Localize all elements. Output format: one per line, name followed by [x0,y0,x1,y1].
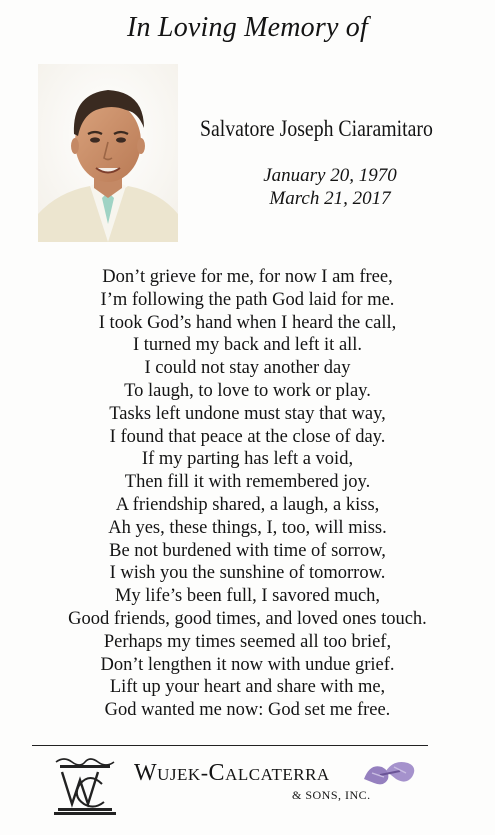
poem-line: A friendship shared, a laugh, a kiss, [115,494,380,515]
poem-line: I found that peace at the close of day. [109,426,386,447]
poem-line: Don’t lengthen it now with undue grief. [100,654,395,675]
poem-line: I took God’s hand when I heard the call, [98,312,397,333]
poem-line: My life’s been full, I savored much, [114,586,381,607]
deceased-name: Salvatore Joseph Ciaramitaro [200,116,433,141]
poem-line: I turned my back and left it all. [132,335,363,356]
funeral-home-subtitle: & SONS, INC. [292,788,371,802]
card-heading: In Loving Memory of [127,12,368,43]
funeral-home-monogram-logo [50,754,120,816]
poem-line: Tasks left undone must stay that way, [109,403,386,424]
portrait-photo [38,64,178,242]
death-date: March 21, 2017 [269,188,391,209]
poem-line: I’m following the path God laid for me. [100,289,395,310]
poem-line: Then fill it with remembered joy. [124,472,371,493]
footer-divider [32,745,428,746]
poem-line: Ah yes, these things, I, too, will miss. [108,517,387,538]
birth-date: January 20, 1970 [263,165,397,186]
poem-line: I could not stay another day [144,358,351,379]
poem-line: I wish you the sunshine of tomorrow. [109,563,386,584]
poem-line: Be not burdened with time of sorrow, [109,540,386,561]
poem-line: Don’t grieve for me, for now I am free, [102,267,393,287]
life-dates [240,164,420,210]
poem-line: Good friends, good times, and loved ones touch. [68,608,427,629]
poem-line: If my parting has left a void, [141,449,354,470]
poem-line: God wanted me now: God set me free. [104,700,391,721]
poem-line: To laugh, to love to work or play. [124,380,371,401]
purple-ribbon-icon [360,757,420,789]
memorial-poem [0,266,495,722]
poem-line: Lift up your heart and share with me, [109,677,386,698]
poem-line: Perhaps my times seemed all too brief, [103,631,392,652]
funeral-home-name: WUJEK-CALCATERRA [134,760,330,786]
